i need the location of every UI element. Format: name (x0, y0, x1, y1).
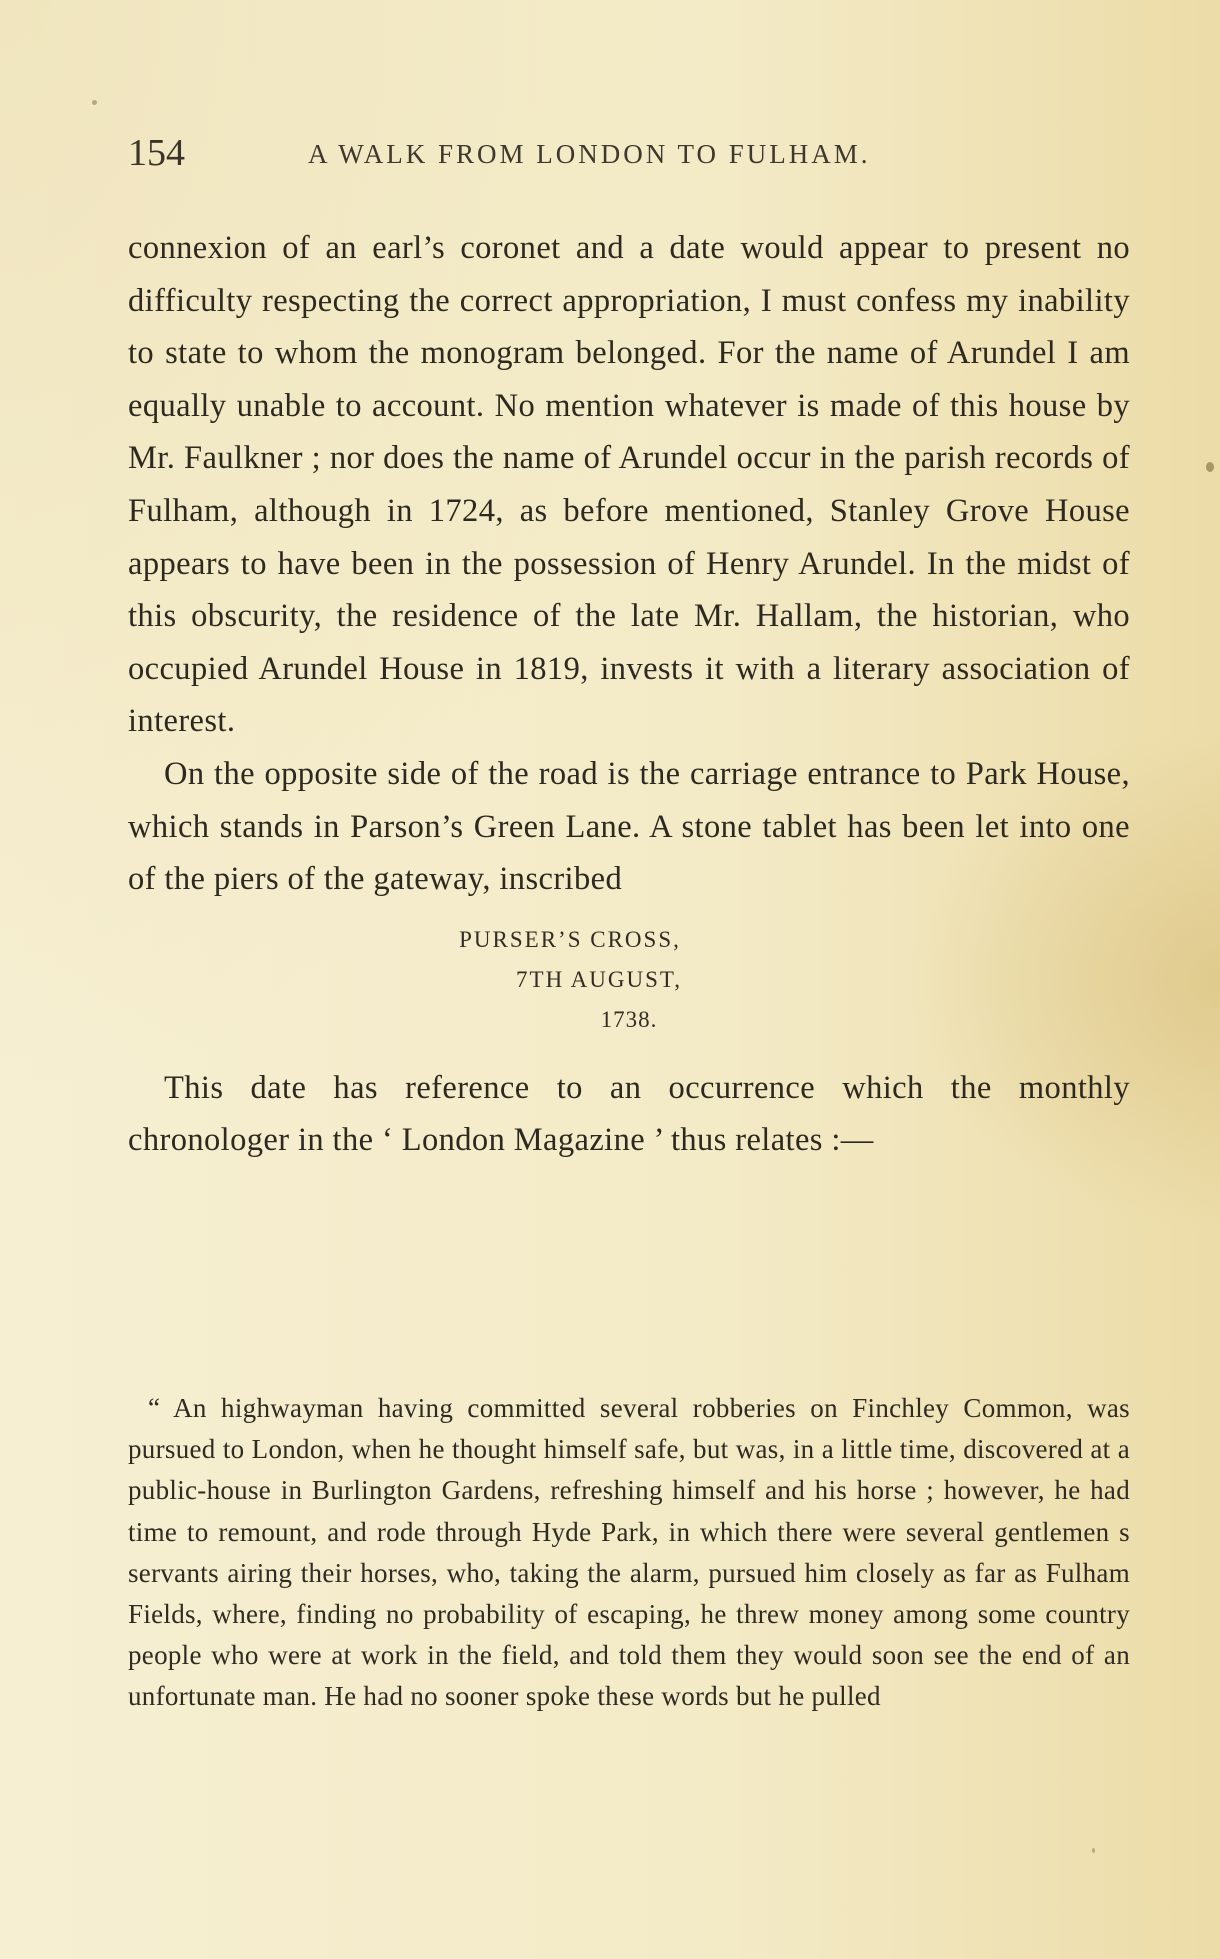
tablet-inscription (128, 920, 1130, 1040)
paper-speck (1092, 1848, 1095, 1853)
block-quote: “ An highwayman having committed several robberies on Finchley Common, was pursued to London, when he thought himself safe, but was, in a little time, discovered at a public-house in Burlington Gardens, refreshing himself and his horse ; however, he had time to remount, and rode through Hyde Park, in which there were several gentlemen s servants airing their horses, who, taking the alarm, pursued him closely as far as Fulham Fields, where, finding no probability of escaping, he threw money among some country people who were at work in the field, and told them they would soon see the end of an unfortunate man. He had no sooner spoke these words but he pulled (128, 1393, 1130, 1712)
page-number: 154 (128, 132, 185, 174)
running-title: A WALK FROM LONDON TO FULHAM. (308, 139, 871, 169)
paragraph-2: On the opposite side of the road is the carriage entrance to Park House, which stands in Parson’s Green Lane. A stone tablet has been let into one of the piers of the gateway, inscribed (128, 755, 1130, 898)
paragraph-3: This date has reference to an occurrence which the monthly chronologer in the ‘ London Magazine ’ thus relates :— (128, 1069, 1130, 1159)
page-header (128, 130, 1128, 176)
paper-speck (92, 100, 97, 105)
paper-speck (1206, 462, 1214, 472)
body-text (128, 222, 1130, 1167)
inscription-line-2: 7TH AUGUST, (516, 966, 682, 992)
inscription-line-1: PURSER’S CROSS, (459, 926, 681, 952)
inscription-line-3: 1738. (600, 1006, 658, 1032)
paragraph-1: connexion of an earl’s coronet and a date would appear to present no difficulty respecting the correct appropriation, I must confess my inability to state to whom the monogram belonged. For the name of Arundel I am equally unable to account. No mention whatever is made of this house by Mr. Faulkner ; nor does the name of Arundel occur in the parish records of Fulham, although in 1724, as before mentioned, Stanley Grove House appears to have been in the possession of Henry Arundel. In the midst of this obscurity, the residence of the late Mr. Hallam, the historian, who occupied Arundel House in 1819, invests it with a literary association of interest. (128, 230, 1130, 740)
